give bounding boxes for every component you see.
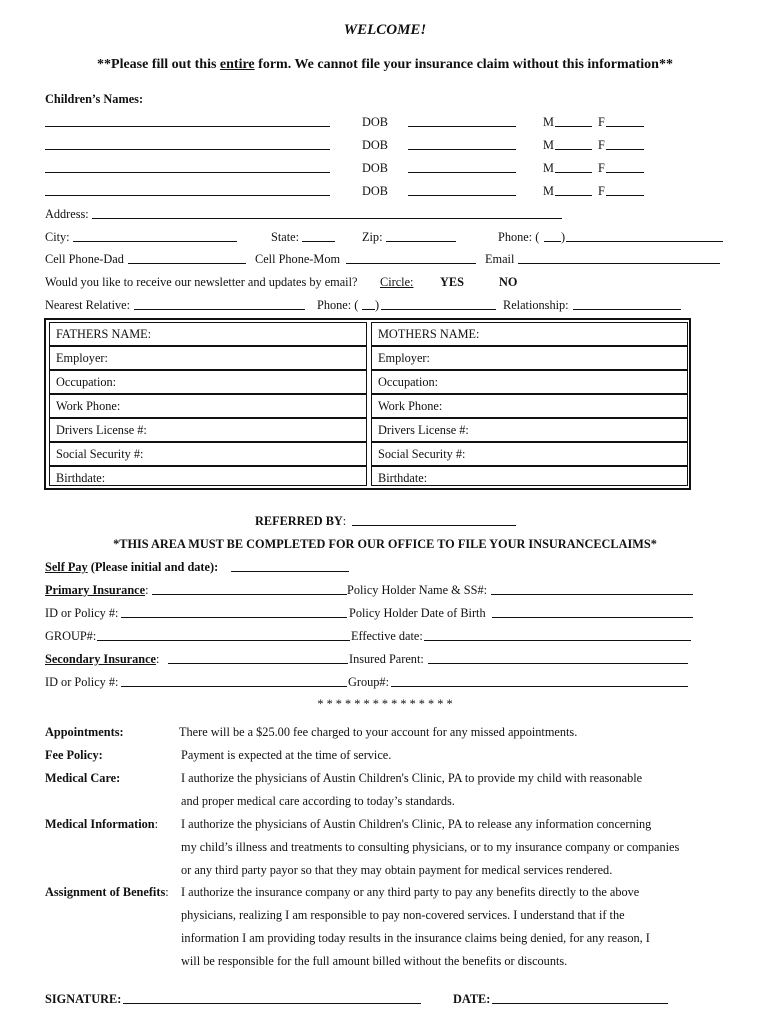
relative-phone-label: Phone: ( (317, 298, 359, 312)
assignment-text-3: information I am providing today results in the insurance claims being denied, for any reason, I (181, 931, 650, 945)
relative-phone-close-paren: ) (375, 298, 380, 312)
medical-info-text-3: or any third party payor so that they may obtain payment for medical services rendered. (181, 863, 613, 877)
fee-policy-label: Fee Policy: (45, 748, 103, 762)
assignment-text-2: physicians, realizing I am responsible to pay non-covered services. I understand that if the (181, 908, 625, 922)
group-label: GROUP#: (45, 629, 97, 643)
female-label: F (598, 138, 605, 152)
circle-label: Circle: (380, 275, 414, 289)
male-field[interactable] (555, 195, 592, 196)
group-secondary-field[interactable] (391, 686, 688, 687)
children-names-label: Children’s Names: (45, 92, 144, 106)
female-label: F (598, 115, 605, 129)
address-label: Address: (45, 207, 89, 221)
medical-information-label (45, 817, 158, 831)
date-field[interactable] (492, 1003, 668, 1004)
form-notice (0, 57, 770, 73)
female-label: F (598, 161, 605, 175)
mother-birthdate-cell[interactable] (371, 466, 688, 486)
male-label: M (543, 138, 554, 152)
cell-mom-field[interactable] (346, 263, 476, 264)
mother-ssn-label: Social Security #: (378, 447, 466, 461)
father-license-label: Drivers License #: (56, 423, 147, 437)
assignment-benefits-colon: : (165, 885, 169, 899)
medical-information-colon: : (154, 817, 159, 831)
secondary-insurance-text: Secondary Insurance (45, 652, 157, 666)
mother-work-phone-label: Work Phone: (378, 399, 443, 413)
group-secondary-label: Group#: (348, 675, 389, 689)
policy-holder-field[interactable] (491, 594, 693, 595)
group-field[interactable] (97, 640, 350, 641)
cell-dad-label: Cell Phone-Dad (45, 252, 124, 266)
father-employer-label: Employer: (56, 351, 108, 365)
dob-label: DOB (362, 184, 388, 198)
effective-date-field[interactable] (424, 640, 691, 641)
mother-license-label: Drivers License #: (378, 423, 469, 437)
mother-birthdate-label: Birthdate: (378, 471, 428, 485)
father-name-cell[interactable] (49, 322, 367, 346)
state-field[interactable] (302, 241, 335, 242)
father-ssn-cell[interactable] (49, 442, 367, 466)
relationship-label: Relationship: (503, 298, 569, 312)
medical-info-text-2: my child’s illness and treatments to consulting physicians, or to my insurance company or companies (181, 840, 680, 854)
form-title: WELCOME! (343, 22, 427, 38)
secondary-insurance-colon: : (156, 652, 160, 666)
mother-work-phone-cell[interactable] (371, 394, 688, 418)
nearest-relative-field[interactable] (134, 309, 305, 310)
signature-label: SIGNATURE: (45, 992, 122, 1006)
secondary-insurance-label (45, 652, 159, 666)
mother-employer-cell[interactable] (371, 346, 688, 370)
phone-label: Phone: ( (498, 230, 540, 244)
nearest-relative-label: Nearest Relative: (45, 298, 131, 312)
notice-emphasis: entire (219, 57, 255, 72)
phone-area-field[interactable] (544, 241, 561, 242)
address-field[interactable] (92, 218, 562, 219)
father-employer-cell[interactable] (49, 346, 367, 370)
holder-dob-field[interactable] (492, 617, 693, 618)
id-policy-secondary-label: ID or Policy #: (45, 675, 119, 689)
secondary-insurance-field[interactable] (168, 663, 348, 664)
self-pay-text: Self Pay (45, 560, 88, 574)
dob-field[interactable] (408, 172, 516, 173)
assignment-benefits-text: Assignment of Benefits (45, 885, 166, 899)
primary-insurance-label (45, 583, 149, 597)
referred-by-field[interactable] (352, 525, 516, 526)
father-license-cell[interactable] (49, 418, 367, 442)
dob-field[interactable] (408, 195, 516, 196)
assignment-text-4: will be responsible for the full amount billed without the benefits or discounts. (181, 954, 568, 968)
date-label: DATE: (453, 992, 491, 1006)
effective-date-label: Effective date: (351, 629, 423, 643)
male-field[interactable] (555, 149, 592, 150)
mother-occupation-cell[interactable] (371, 370, 688, 394)
medical-info-text-1: I authorize the physicians of Austin Children's Clinic, PA to release any information concerning (181, 817, 652, 831)
email-field[interactable] (518, 263, 720, 264)
assignment-text-1: I authorize the insurance company or any third party to pay any benefits directly to the above (181, 885, 640, 899)
insured-parent-field[interactable] (428, 663, 688, 664)
dob-label: DOB (362, 138, 388, 152)
cell-mom-label: Cell Phone-Mom (255, 252, 341, 266)
female-field[interactable] (606, 126, 644, 127)
primary-insurance-colon: : (145, 583, 149, 597)
city-label: City: (45, 230, 70, 244)
appointments-label: Appointments: (45, 725, 124, 739)
city-field[interactable] (73, 241, 237, 242)
insured-parent-label: Insured Parent: (349, 652, 424, 666)
fee-policy-text: Payment is expected at the time of service. (181, 748, 392, 762)
holder-dob-label: Policy Holder Date of Birth (349, 606, 486, 620)
referred-by-text: REFERRED BY (255, 514, 343, 528)
child-name-field[interactable] (45, 149, 330, 150)
primary-insurance-field[interactable] (152, 594, 347, 595)
newsletter-question: Would you like to receive our newsletter and updates by email? (45, 275, 358, 289)
child-name-field[interactable] (45, 195, 330, 196)
father-occupation-cell[interactable] (49, 370, 367, 394)
primary-insurance-text: Primary Insurance (45, 583, 146, 597)
parents-table (44, 318, 691, 490)
policy-holder-label: Policy Holder Name & SS#: (347, 583, 488, 597)
male-field[interactable] (555, 126, 592, 127)
female-label: F (598, 184, 605, 198)
child-name-field[interactable] (45, 126, 330, 127)
referred-by-colon: : (342, 514, 347, 528)
yes-option[interactable]: YES (440, 275, 464, 289)
female-field[interactable] (606, 172, 644, 173)
male-field[interactable] (555, 172, 592, 173)
female-field[interactable] (606, 149, 644, 150)
appointments-text: There will be a $25.00 fee charged to your account for any missed appointments. (179, 725, 578, 739)
mother-name-label: MOTHERS NAME: (378, 327, 480, 341)
self-pay-field[interactable] (231, 571, 349, 572)
id-policy-label: ID or Policy #: (45, 606, 119, 620)
dob-label: DOB (362, 115, 388, 129)
state-label: State: (271, 230, 300, 244)
mother-occupation-label: Occupation: (378, 375, 439, 389)
father-birthdate-label: Birthdate: (56, 471, 106, 485)
signature-field[interactable] (123, 1003, 421, 1004)
notice-text-start: **Please fill out this (97, 57, 220, 72)
father-work-phone-label: Work Phone: (56, 399, 121, 413)
phone-close-paren: ) (561, 230, 566, 244)
male-label: M (543, 184, 554, 198)
medical-care-label: Medical Care: (45, 771, 121, 785)
father-ssn-label: Social Security #: (56, 447, 144, 461)
relative-phone-field[interactable] (381, 309, 496, 310)
medical-care-text-2: and proper medical care according to today’s standards. (181, 794, 455, 808)
mother-name-cell[interactable] (371, 322, 688, 346)
father-name-label: FATHERS NAME: (56, 327, 152, 341)
zip-label: Zip: (362, 230, 383, 244)
mother-ssn-cell[interactable] (371, 442, 688, 466)
father-work-phone-cell[interactable] (49, 394, 367, 418)
notice-text-end: form. We cannot file your insurance claim without this information** (254, 57, 673, 72)
medical-information-text: Medical Information (45, 817, 155, 831)
id-policy-secondary-field[interactable] (121, 686, 347, 687)
email-label: Email (485, 252, 515, 266)
self-pay-instruction: (Please initial and date): (87, 560, 219, 574)
mother-license-cell[interactable] (371, 418, 688, 442)
relationship-field[interactable] (573, 309, 681, 310)
child-name-field[interactable] (45, 172, 330, 173)
dob-field[interactable] (408, 149, 516, 150)
self-pay-label (45, 560, 218, 574)
father-occupation-label: Occupation: (56, 375, 117, 389)
relative-phone-area-field[interactable] (362, 309, 375, 310)
zip-field[interactable] (386, 241, 456, 242)
male-label: M (543, 115, 554, 129)
assignment-benefits-label (45, 885, 169, 899)
no-option[interactable]: NO (499, 275, 518, 289)
cell-dad-field[interactable] (128, 263, 246, 264)
referred-by-label (255, 514, 346, 528)
insurance-notice: *THIS AREA MUST BE COMPLETED FOR OUR OFFICE TO FILE YOUR INSURANCECLAIMS* (113, 537, 657, 551)
medical-care-text-1: I authorize the physicians of Austin Children's Clinic, PA to provide my child with reasonable (181, 771, 643, 785)
dob-label: DOB (362, 161, 388, 175)
id-policy-field[interactable] (121, 617, 347, 618)
female-field[interactable] (606, 195, 644, 196)
male-label: M (543, 161, 554, 175)
phone-field[interactable] (566, 241, 723, 242)
father-birthdate-cell[interactable] (49, 466, 367, 486)
dob-field[interactable] (408, 126, 516, 127)
mother-employer-label: Employer: (378, 351, 430, 365)
section-divider-stars: * * * * * * * * * * * * * * * (317, 697, 453, 711)
